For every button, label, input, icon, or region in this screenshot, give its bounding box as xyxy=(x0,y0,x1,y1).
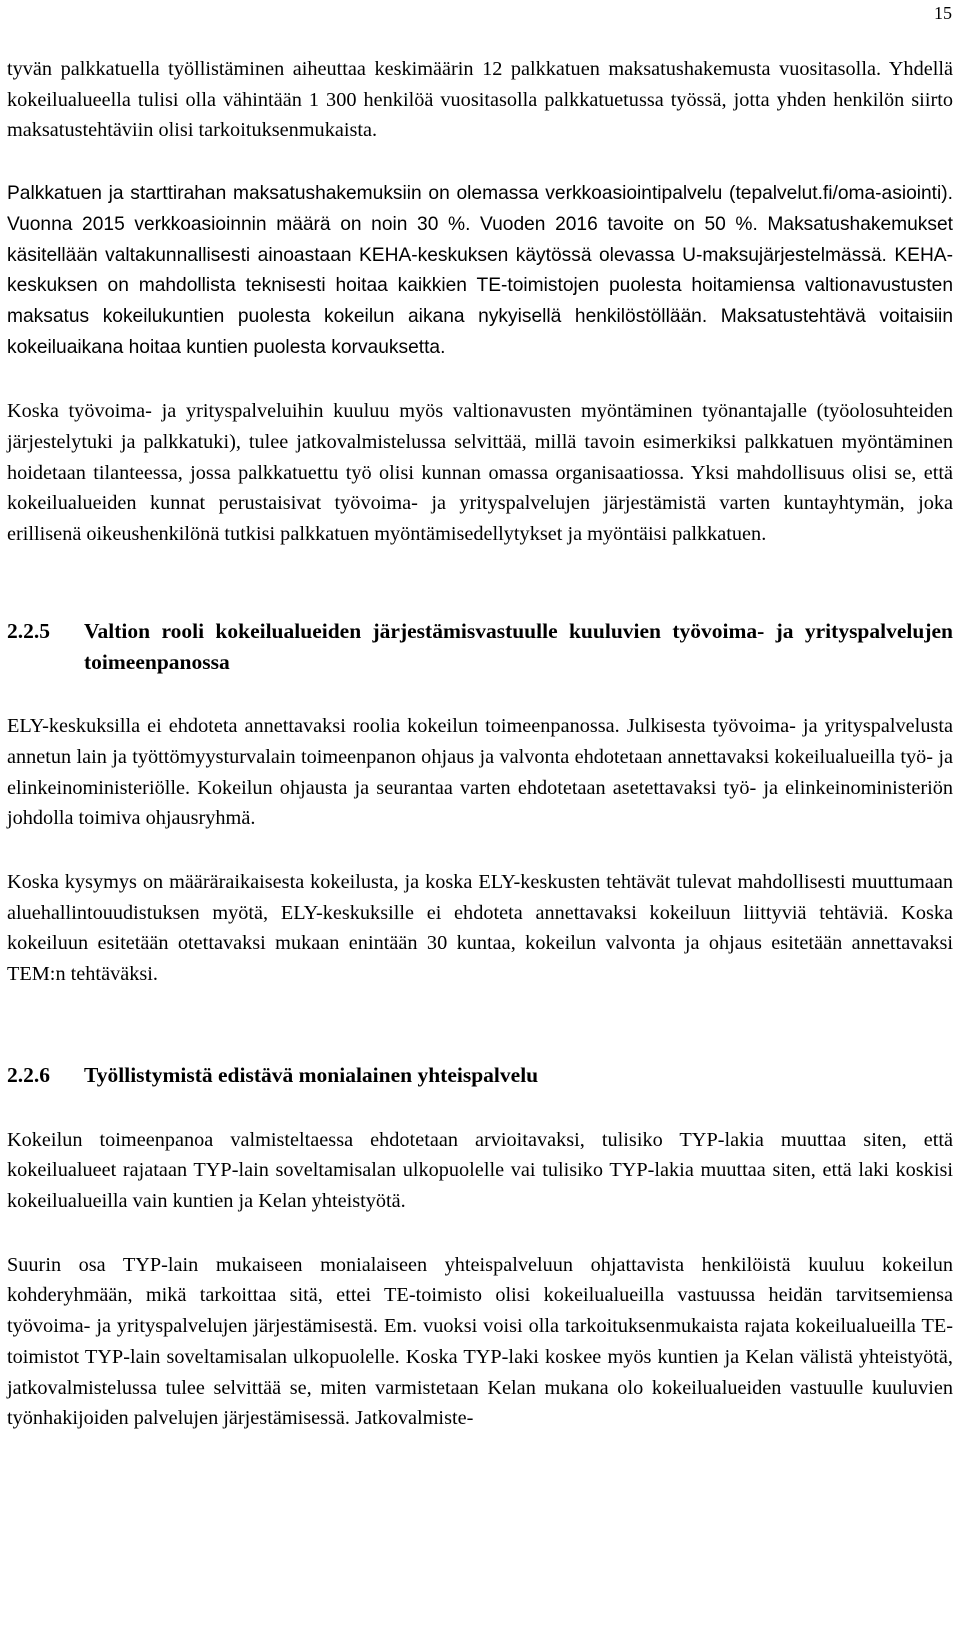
section-title: Työllistymistä edistävä monialainen yhteispalvelu xyxy=(84,1062,539,1087)
paragraph-typ-lain-muuttaminen: Kokeilun toimeenpanoa valmisteltaessa ehdotetaan arvioitavaksi, tulisiko TYP-lakia muuttaa siten, että kokeilualueet rajataan TYP-lain soveltamisalan ulkopuolelle vai tulisiko TYP-lakia muuttaa siten, että laki koskisi kokeilualueilla vain kuntien ja Kelan yhteistyötä. xyxy=(7,1128,953,1212)
paragraph-maaraikainen-kokeilu: Koska kysymys on määräraikaisesta kokeilusta, ja koska ELY-keskusten tehtävät tulevat mahdollisesti muuttumaan aluehallintouudistuksen myötä, ELY-keskuksille ei ehdoteta annettavaksi kokeiluun liittyviä tehtäviä. Koska kokeiluun esitetään otettavaksi mukaan enintään 30 kuntaa, kokeilun valvonta ja ohjaus esitetään annettavaksi TEM:n tehtäväksi. xyxy=(7,871,953,986)
page-number: 15 xyxy=(934,3,952,23)
section-heading-2-2-6 xyxy=(7,1060,953,1091)
paragraph-verkkoasiointipalvelu: Palkkatuen ja starttirahan maksatushakemuksiin on olemassa verkkoasiointipalvelu (tepalvelut.fi/oma-asiointi). Vuonna 2015 verkkoasioinnin määrä on noin 30 %. Vuoden 2016 tavoite on 50 %. Maksatushakemukset käsitellään valtakunnallisesti ainoastaan KEHA-keskuksen käytössä olevassa U-maksujärjestelmässä. KEHA-keskuksen on mahdollista teknisesti hoitaa kaikkien TE-toimistojen puolesta hoitamiensa valtionavustusten maksatus kokeilukuntien puolesta kokeilun aikana nykyisellä henkilöstöllään. Maksatustehtävä voitaisiin kokeiluaikana hoitaa kuntien puolesta korvauksetta. xyxy=(7,183,953,358)
paragraph-maksatushakemukset-vuositasolla: tyvän palkkatuella työllistäminen aiheuttaa keskimäärin 12 palkkatuen maksatushakemusta vuositasolla. Yhdellä kokeilualueella tulisi olla vähintään 1 300 henkilöä vuositasolla palkkatuetussa työssä, jotta yhden henkilön siirto maksatustehtäviin olisi tarkoituksenmukaista. xyxy=(7,58,953,142)
paragraph-monialainen-yhteispalvelu: Suurin osa TYP-lain mukaiseen monialaiseen yhteispalveluun ohjattavista henkilöistä kuuluu kokeilun kohderyhmään, mikä tarkoittaa sitä, ettei TE-toimisto olisi kokeilualueilla vastuussa heidän tarvitsemiensa työvoima- ja yrityspalvelujen järjestämisestä. Em. vuoksi voisi olla tarkoituksenmukaista rajata kokeilualueilla TE-toimistot TYP-lain soveltamisalan ulkopuolelle. Koska TYP-laki koskee myös kuntien ja Kelan välistä yhteistyötä, jatkovalmistelussa tulee selvittää se, miten varmistetaan Kelan mukana olo kokeilualueiden vastuulle kuuluvien työnhakijoiden palvelujen järjestämisessä. Jatkovalmiste- xyxy=(7,1253,953,1430)
section-spacer xyxy=(7,583,953,616)
paragraph-valtionavustusten-myontaminen: Koska työvoima- ja yrityspalveluihin kuuluu myös valtionavusten myöntäminen työnantajalle (työolosuhteiden järjestelytuki ja palkkatuki), tulee jatkovalmistelussa selvittää, millä tavoin esimerkiksi palkkatuen myöntäminen hoidetaan tilanteessa, jossa palkkatuettu työ olisi kunnan omassa organisaatiossa. Yksi mahdollisuus olisi se, että kokeilualueiden kunnat perustaisivat työvoima- ja yrityspalvelujen järjestämistä varten kuntayhtymän, joka erillisenä oikeushenkilönä tutkisi palkkatuen myöntämisedellytykset ja myöntäisi palkkatuen. xyxy=(7,400,953,546)
section-number: 2.2.5 xyxy=(7,618,50,643)
section-heading-2-2-5 xyxy=(7,616,953,677)
section-spacer xyxy=(7,1023,953,1060)
paragraph-ely-keskukset-rooli: ELY-keskuksilla ei ehdoteta annettavaksi roolia kokeilun toimeenpanossa. Julkisesta työvoima- ja yrityspalvelusta annetun lain ja työttömyysturvalain toimeenpanon ohjaus ja valvonta ehdotetaan annettavaksi kokeilualueilla työ- ja elinkeinoministeriölle. Kokeilun ohjausta ja seurantaa varten ehdotetaan asetettavaksi työ- ja elinkeinoministeriön johdolla toimiva ohjausryhmä. xyxy=(7,715,953,830)
section-number: 2.2.6 xyxy=(7,1062,50,1087)
document-body xyxy=(7,54,953,1467)
section-title: Valtion rooli kokeilualueiden järjestämisvastuulle kuuluvien työvoima- ja yrityspalvelujen toimeenpanossa xyxy=(84,618,953,674)
